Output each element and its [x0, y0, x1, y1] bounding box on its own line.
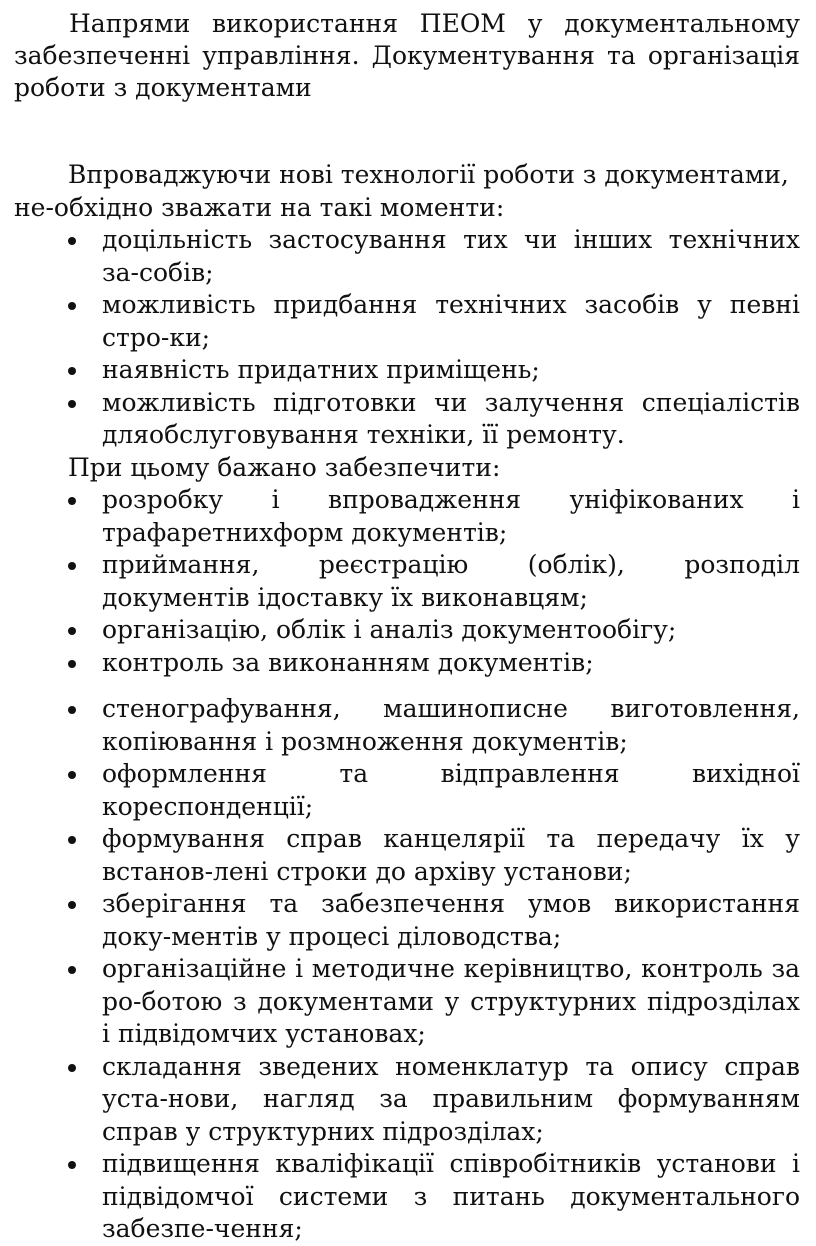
considerations-list [14, 224, 800, 452]
list-item [14, 888, 800, 953]
list-item [14, 614, 800, 647]
list-item-text: складання зведених номенклатур та опису справ уста-нови, нагляд за правильним формуванням справ у структурних підрозділах; [102, 1051, 800, 1146]
bullet-icon [68, 1161, 76, 1169]
list-item-text: оформлення та відправлення вихідної кореспонденції; [102, 759, 800, 821]
list-item [14, 1148, 800, 1246]
document-title: Напрями використання ПЕОМ у документальному забезпеченні управління. Документування та організація роботи з документами [14, 9, 800, 102]
bullet-icon [68, 836, 76, 844]
list-item [14, 758, 800, 823]
list-item-text: організацію, облік і аналіз документообігу; [102, 615, 677, 644]
intro-paragraph: Впроваджуючи нові технології роботи з документами, не-обхідно зважати на такі моменти: [14, 160, 789, 222]
list-item-text: приймання, реєстрацію (облік), розподіл документів ідоставку їх виконавцям; [102, 550, 800, 612]
list-item [14, 224, 800, 289]
list-item-text: наявність придатних приміщень; [102, 355, 540, 384]
list-item-text: контроль за виконанням документів; [102, 647, 594, 677]
list-item-text: зберігання та забезпечення умов використання доку-ментів у процесі діловодства; [102, 889, 800, 951]
list-item-text: доцільність застосування тих чи інших технічних за-собів; [102, 225, 800, 287]
list-item [14, 1051, 800, 1149]
list-item [14, 549, 800, 614]
list-item [14, 289, 800, 354]
list-item-text: організаційне і методичне керівництво, контроль за ро-ботою з документами у структурних підрозділах і підвідомчих установах; [102, 954, 800, 1048]
functions-list [14, 693, 800, 1246]
list-item-text: підвищення кваліфікації співробітників установи і підвідомчої системи з питань документального забезпе-чення; [102, 1149, 800, 1243]
document-page [14, 0, 800, 1246]
list-item [14, 953, 800, 1051]
list-item [14, 387, 800, 452]
list-item [14, 484, 800, 549]
bullet-icon [68, 706, 76, 714]
list-item [14, 354, 800, 387]
bullet-icon [68, 660, 76, 668]
list-item-text: розробку і впровадження уніфікованих і трафаретнихформ документів; [102, 485, 800, 547]
list-item [14, 823, 800, 888]
list-item [14, 693, 800, 758]
list-item-text: можливість придбання технічних засобів у певні стро-ки; [102, 290, 800, 352]
bullet-icon [68, 901, 76, 909]
bullet-icon [68, 771, 76, 779]
bullet-icon [68, 237, 76, 245]
bullet-icon [68, 966, 76, 974]
bullet-icon [68, 302, 76, 310]
list-item [14, 647, 800, 680]
provisions-list [14, 484, 800, 679]
lead-paragraph: При цьому бажано забезпечити: [68, 452, 501, 482]
list-item-text: стенографування, машинописне виготовлення, копіювання і розмноження документів; [102, 694, 800, 756]
bullet-icon [68, 1064, 76, 1072]
section-gap [14, 679, 800, 693]
list-item-text: можливість підготовки чи залучення спеціалістів дляобслуговування техніки, її ремонту. [102, 387, 800, 449]
bullet-icon [68, 497, 76, 505]
list-item-text: формування справ канцелярії та передачу їх у встанов-лені строки до архіву установи; [102, 824, 800, 886]
bullet-icon [68, 400, 76, 408]
bullet-icon [68, 627, 76, 635]
bullet-icon [68, 562, 76, 570]
bullet-icon [68, 367, 76, 375]
